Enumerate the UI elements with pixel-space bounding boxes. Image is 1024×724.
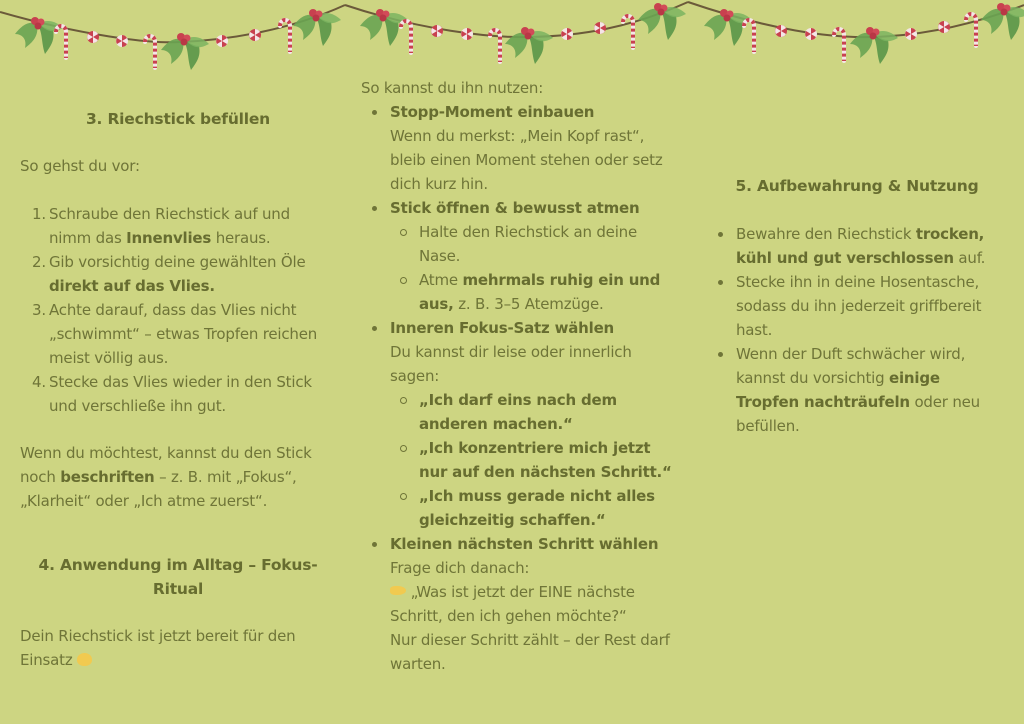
section3-title: 3. Riechstick befüllen [85, 110, 271, 128]
focus-quotes-list [390, 388, 679, 532]
section4-title: 4. Anwendung im Alltag – Fokus-Ritual [38, 556, 318, 598]
column-middle [361, 76, 679, 676]
yellow-heart-icon [77, 653, 92, 666]
section5-title: 5. Aufbewahrung & Nutzung [735, 177, 979, 195]
section4-intro: Dein Riechstick ist jetzt bereit für den Einsatz [20, 627, 296, 669]
pointing-hand-icon [390, 586, 406, 595]
focus-quote: „Ich muss gerade nicht alles gleichzeitig schaffen.“ [390, 484, 679, 532]
storage-item: Stecke ihn in deine Hosentasche, sodass du ihn jederzeit griffbereit hast. [707, 270, 1007, 342]
usage-steps-list [361, 100, 679, 676]
usage-item-title: Stopp-Moment einbauen [390, 103, 595, 121]
section3-intro: So gehst du vor: [20, 157, 140, 175]
step-item: 3. Achte darauf, dass das Vlies nicht „schwimmt“ – etwas Tropfen reichen meist völlig aus. [32, 301, 318, 367]
storage-item: Wenn der Duft schwächer wird, kannst du vorsichtig einige Tropfen nachträufeln oder neu befüllen. [707, 342, 1007, 438]
usage-item: Stopp-Moment einbauen Wenn du merkst: „Mein Kopf rast“, bleib einen Moment stehen oder setz dich kurz hin. [361, 100, 679, 196]
christmas-garland-decoration [0, 0, 1024, 80]
section3-note: Wenn du möchtest, kannst du den Stick noch beschriften – z. B. mit „Fokus“, „Klarheit“ oder „Ich atme zuerst“. [20, 444, 312, 510]
usage-subitem: Atme mehrmals ruhig ein und aus, z. B. 3–5 Atemzüge. [390, 268, 679, 316]
usage-item-title: Stick öffnen & bewusst atmen [390, 199, 640, 217]
column-right [707, 174, 1007, 438]
usage-item-title: Inneren Fokus-Satz wählen [390, 319, 615, 337]
step-item: 2. Gib vorsichtig deine gewählten Öle direkt auf das Vlies. [32, 253, 306, 295]
section5-list [707, 222, 1007, 438]
usage-item [361, 196, 679, 316]
usage-subitem: Halte den Riechstick an deine Nase. [390, 220, 679, 268]
usage-intro: So kannst du ihn nutzen: [361, 79, 544, 97]
usage-item: Kleinen nächsten Schritt wählen Frage dich danach: „Was ist jetzt der EINE nächste Schritt, den ich gehen möchte?“ Nur dieser Schritt zählt – der Rest darf warten. [361, 532, 679, 676]
column-left [20, 107, 336, 672]
step-item: 1. Schraube den Riechstick auf und nimm das Innenvlies heraus. [32, 205, 290, 247]
usage-item: Inneren Fokus-Satz wählen Du kannst dir leise oder innerlich sagen: „Ich darf eins nach dem anderen machen.“ „Ich konzentriere mich jetzt nur auf den nächsten Schritt.“ „Ich muss gerade nicht alles gleichzeitig schaffen.“ [361, 316, 679, 532]
focus-quote: „Ich konzentriere mich jetzt nur auf den nächsten Schritt.“ [390, 436, 679, 484]
usage-sublist [390, 220, 679, 316]
section3-steps-list [32, 202, 336, 418]
usage-item-title: Kleinen nächsten Schritt wählen [390, 535, 659, 553]
step-item: 4. Stecke das Vlies wieder in den Stick und verschließe ihn gut. [32, 373, 312, 415]
focus-quote: „Ich darf eins nach dem anderen machen.“ [390, 388, 679, 436]
storage-item: Bewahre den Riechstick trocken, kühl und gut verschlossen auf. [707, 222, 1007, 270]
